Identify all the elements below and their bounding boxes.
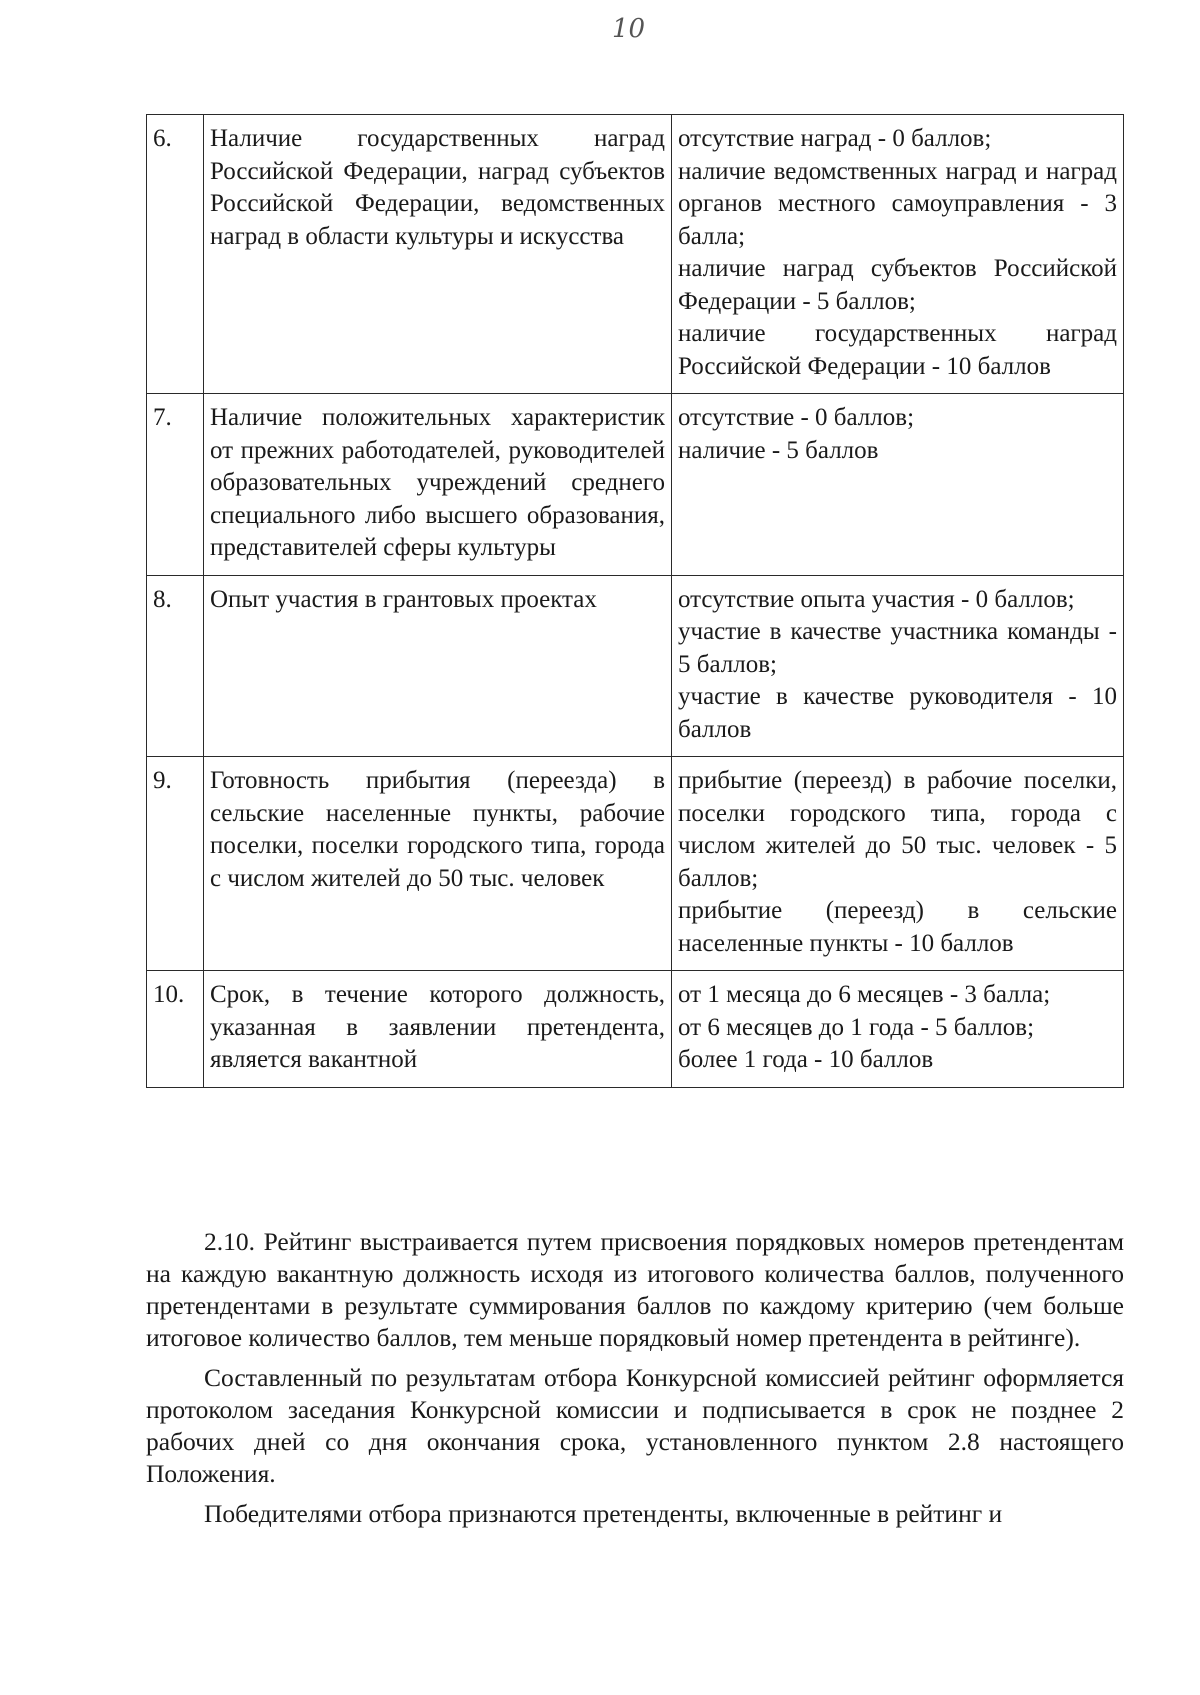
table-row	[147, 757, 1124, 971]
table-row	[147, 575, 1124, 757]
scoring-cell	[672, 394, 1124, 576]
scoring-line: более 1 года - 10 баллов	[678, 1046, 934, 1073]
body-text	[146, 1226, 1124, 1538]
scoring-line: отсутствие наград - 0 баллов;	[678, 125, 992, 152]
criterion-cell: Готовность прибытия (переезда) в сельские населенные пункты, рабочие поселки, поселки городского типа, города с числом жителей до 50 тыс. человек	[204, 757, 672, 971]
criterion-cell: Опыт участия в грантовых проектах	[204, 575, 672, 757]
criterion-cell: Наличие положительных характеристик от прежних работодателей, руководителей образовательных учреждений среднего специального либо высшего образования, представителей сферы культуры	[204, 394, 672, 576]
paragraph-rating-protocol: Составленный по результатам отбора Конкурсной комиссией рейтинг оформляется протоколом заседания Конкурсной комиссии и подписывается в срок не позднее 2 рабочих дней со дня окончания срока, установленного пунктом 2.8 настоящего Положения.	[146, 1363, 1124, 1488]
page-number: 10	[612, 14, 646, 44]
table-row	[147, 394, 1124, 576]
criterion-cell: Срок, в течение которого должность, указанная в заявлении претендента, является вакантной	[204, 971, 672, 1088]
scoring-line: участие в качестве участника команды - 5 баллов;	[678, 618, 1117, 678]
scoring-line: участие в качестве руководителя - 10 баллов	[678, 683, 1117, 743]
scoring-cell	[672, 971, 1124, 1088]
scoring-line: от 1 месяца до 6 месяцев - 3 балла;	[678, 981, 1051, 1008]
scoring-line: отсутствие - 0 баллов;	[678, 404, 915, 431]
scoring-line: наличие - 5 баллов	[678, 436, 879, 464]
paragraph-winners: Победителями отбора признаются претенденты, включенные в рейтинг и	[204, 1499, 1003, 1528]
row-number: 9.	[147, 757, 204, 971]
scoring-cell	[672, 757, 1124, 971]
row-number: 6.	[147, 115, 204, 394]
paragraph-2-10: 2.10. Рейтинг выстраивается путем присвоения порядковых номеров претендентам на каждую вакантную должность исходя из итогового количества баллов, полученного претендентами в результате суммирования баллов по каждому критерию (чем больше итоговое количество баллов, тем меньше порядковый номер претендента в рейтинге).	[146, 1227, 1124, 1352]
scoring-cell	[672, 115, 1124, 394]
table-row	[147, 971, 1124, 1088]
row-number: 10.	[147, 971, 204, 1088]
scoring-line: наличие наград субъектов Российской Федерации - 5 баллов;	[678, 255, 1117, 315]
table-row	[147, 115, 1124, 394]
criterion-cell: Наличие государственных наград Российской Федерации, наград субъектов Российской Федерации, ведомственных наград в области культуры и искусства	[204, 115, 672, 394]
criteria-table	[146, 114, 1124, 1088]
row-number: 7.	[147, 394, 204, 576]
row-number: 8.	[147, 575, 204, 757]
scoring-line: прибытие (переезд) в рабочие поселки, поселки городского типа, города с числом жителей до 50 тыс. человек - 5 баллов;	[678, 767, 1117, 892]
scoring-line: прибытие (переезд) в сельские населенные пункты - 10 баллов	[678, 897, 1117, 957]
scoring-line: отсутствие опыта участия - 0 баллов;	[678, 585, 1075, 613]
scoring-line: наличие ведомственных наград и наград органов местного самоуправления - 3 балла;	[678, 157, 1117, 250]
scoring-line: от 6 месяцев до 1 года - 5 баллов;	[678, 1013, 1035, 1041]
scoring-cell	[672, 575, 1124, 757]
scoring-line: наличие государственных наград Российской Федерации - 10 баллов	[678, 320, 1117, 380]
